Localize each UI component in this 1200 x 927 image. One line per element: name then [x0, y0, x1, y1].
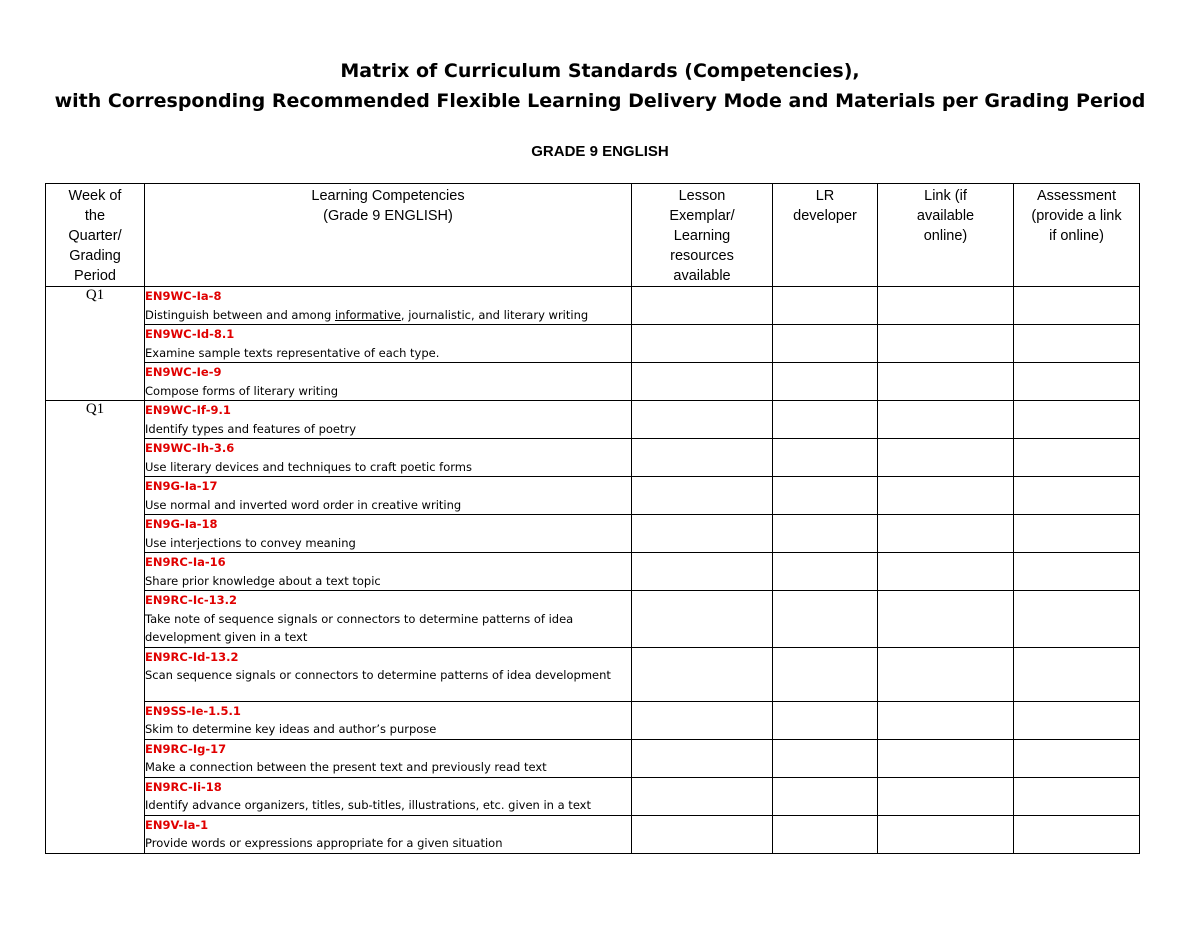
lr-cell[interactable]	[773, 739, 878, 777]
competency-code: EN9SS-Ie-1.5.1	[145, 703, 241, 718]
lesson-cell[interactable]	[632, 815, 773, 853]
lesson-cell[interactable]	[632, 647, 773, 701]
link-cell[interactable]	[878, 439, 1014, 477]
lesson-cell[interactable]	[632, 777, 773, 815]
competency-cell	[145, 401, 632, 439]
assessment-cell[interactable]	[1014, 739, 1140, 777]
link-cell[interactable]	[878, 591, 1014, 648]
link-cell[interactable]	[878, 739, 1014, 777]
link-cell[interactable]	[878, 287, 1014, 325]
link-cell[interactable]	[878, 325, 1014, 363]
lesson-cell[interactable]	[632, 477, 773, 515]
assessment-cell[interactable]	[1014, 815, 1140, 853]
lr-cell[interactable]	[773, 401, 878, 439]
competency-description: Skim to determine key ideas and author’s purpose	[145, 722, 437, 736]
competency-description: Use literary devices and techniques to craft poetic forms	[145, 459, 472, 474]
table-row	[46, 591, 1140, 648]
competency-code: EN9RC-Ia-16	[145, 555, 226, 569]
header-link: Link (if available online)	[878, 184, 1014, 287]
competency-description: Share prior knowledge about a text topic	[145, 573, 381, 588]
competency-cell	[145, 591, 632, 648]
table-row	[46, 701, 1140, 739]
competency-code: EN9WC-Id-8.1	[145, 327, 235, 341]
table-row	[46, 647, 1140, 701]
header-assessment: Assessment (provide a link if online)	[1014, 184, 1140, 287]
grade-heading: GRADE 9 ENGLISH	[531, 143, 669, 160]
table-row	[46, 401, 1140, 439]
competency-cell	[145, 777, 632, 815]
header-lr-developer: LR developer	[773, 184, 878, 287]
competency-cell	[145, 553, 632, 591]
competency-description: Compose forms of literary writing	[145, 383, 339, 398]
lesson-cell[interactable]	[632, 591, 773, 648]
competency-cell	[145, 363, 632, 401]
assessment-cell[interactable]	[1014, 439, 1140, 477]
table-row	[46, 515, 1140, 553]
lr-cell[interactable]	[773, 515, 878, 553]
table-row	[46, 815, 1140, 853]
table-row	[46, 477, 1140, 515]
lr-cell[interactable]	[773, 777, 878, 815]
header-row	[46, 184, 1140, 287]
competency-description: Make a connection between the present text and previously read text	[145, 760, 547, 774]
lr-cell[interactable]	[773, 477, 878, 515]
lesson-cell[interactable]	[632, 363, 773, 401]
link-cell[interactable]	[878, 815, 1014, 853]
competency-cell	[145, 701, 632, 739]
competency-cell	[145, 739, 632, 777]
document-title-line-2: with Corresponding Recommended Flexible Learning Delivery Mode and Materials per Grading Period	[54, 90, 1146, 112]
competency-code: EN9RC-Ii-18	[145, 779, 222, 794]
lesson-cell[interactable]	[632, 701, 773, 739]
competency-description: Use normal and inverted word order in creative writing	[145, 497, 462, 512]
competency-matrix-table	[45, 183, 1140, 854]
competency-description: Identify advance organizers, titles, sub-titles, illustrations, etc. given in a text	[145, 798, 592, 812]
assessment-cell[interactable]	[1014, 287, 1140, 325]
lr-cell[interactable]	[773, 591, 878, 648]
competency-description: Use interjections to convey meaning	[145, 535, 356, 550]
competency-description: Distinguish between and among informative, journalistic, and literary writing	[145, 307, 589, 322]
document-title-line-1: Matrix of Curriculum Standards (Competencies),	[340, 60, 860, 82]
assessment-cell[interactable]	[1014, 363, 1140, 401]
competency-description: Scan sequence signals or connectors to determine patterns of idea development	[145, 668, 611, 682]
competency-code: EN9WC-Ie-9	[145, 365, 222, 379]
lesson-cell[interactable]	[632, 401, 773, 439]
link-cell[interactable]	[878, 515, 1014, 553]
lesson-cell[interactable]	[632, 325, 773, 363]
assessment-cell[interactable]	[1014, 647, 1140, 701]
link-cell[interactable]	[878, 553, 1014, 591]
competency-code: EN9V-Ia-1	[145, 817, 209, 832]
link-cell[interactable]	[878, 477, 1014, 515]
competency-cell	[145, 515, 632, 553]
lr-cell[interactable]	[773, 647, 878, 701]
competency-code: EN9WC-Ih-3.6	[145, 441, 235, 455]
assessment-cell[interactable]	[1014, 701, 1140, 739]
lr-cell[interactable]	[773, 439, 878, 477]
link-cell[interactable]	[878, 363, 1014, 401]
competency-description: Provide words or expressions appropriate for a given situation	[145, 836, 503, 850]
assessment-cell[interactable]	[1014, 553, 1140, 591]
competency-code: EN9RC-Ic-13.2	[145, 593, 238, 607]
competency-description: Take note of sequence signals or connectors to determine patterns of idea development given in a text	[145, 611, 574, 644]
competency-cell	[145, 647, 632, 701]
table-row	[46, 439, 1140, 477]
table-row	[46, 777, 1140, 815]
table-row	[46, 363, 1140, 401]
lr-cell[interactable]	[773, 287, 878, 325]
assessment-cell[interactable]	[1014, 515, 1140, 553]
assessment-cell[interactable]	[1014, 591, 1140, 648]
lr-cell[interactable]	[773, 325, 878, 363]
lr-cell[interactable]	[773, 553, 878, 591]
lesson-cell[interactable]	[632, 553, 773, 591]
lr-cell[interactable]	[773, 815, 878, 853]
competency-code: EN9WC-Ia-8	[145, 289, 222, 303]
lesson-cell[interactable]	[632, 739, 773, 777]
competency-cell	[145, 477, 632, 515]
competency-code: EN9RC-Ig-17	[145, 741, 227, 756]
link-cell[interactable]	[878, 401, 1014, 439]
header-week: Week of the Quarter/ Grading Period	[46, 184, 145, 287]
competency-description: Identify types and features of poetry	[145, 421, 357, 436]
competency-code: EN9G-Ia-18	[145, 517, 218, 531]
table-row	[46, 287, 1140, 325]
competency-code: EN9WC-If-9.1	[145, 403, 231, 417]
competency-description: Examine sample texts representative of each type.	[145, 345, 440, 360]
header-competencies: Learning Competencies (Grade 9 ENGLISH)	[145, 184, 632, 287]
link-cell[interactable]	[878, 647, 1014, 701]
competency-code: EN9G-Ia-17	[145, 479, 218, 493]
header-lesson-exemplar: Lesson Exemplar/ Learning resources available	[632, 184, 773, 287]
lr-cell[interactable]	[773, 363, 878, 401]
lesson-cell[interactable]	[632, 287, 773, 325]
week-cell: Q1	[46, 287, 145, 401]
assessment-cell[interactable]	[1014, 777, 1140, 815]
link-cell[interactable]	[878, 701, 1014, 739]
assessment-cell[interactable]	[1014, 325, 1140, 363]
lr-cell[interactable]	[773, 701, 878, 739]
lesson-cell[interactable]	[632, 515, 773, 553]
week-cell: Q1	[46, 401, 145, 854]
competency-cell	[145, 439, 632, 477]
table-row	[46, 325, 1140, 363]
assessment-cell[interactable]	[1014, 401, 1140, 439]
lesson-cell[interactable]	[632, 439, 773, 477]
competency-code: EN9RC-Id-13.2	[145, 649, 239, 664]
table-row	[46, 553, 1140, 591]
competency-cell	[145, 287, 632, 325]
link-cell[interactable]	[878, 777, 1014, 815]
table-row	[46, 739, 1140, 777]
assessment-cell[interactable]	[1014, 477, 1140, 515]
competency-cell	[145, 325, 632, 363]
competency-cell	[145, 815, 632, 853]
